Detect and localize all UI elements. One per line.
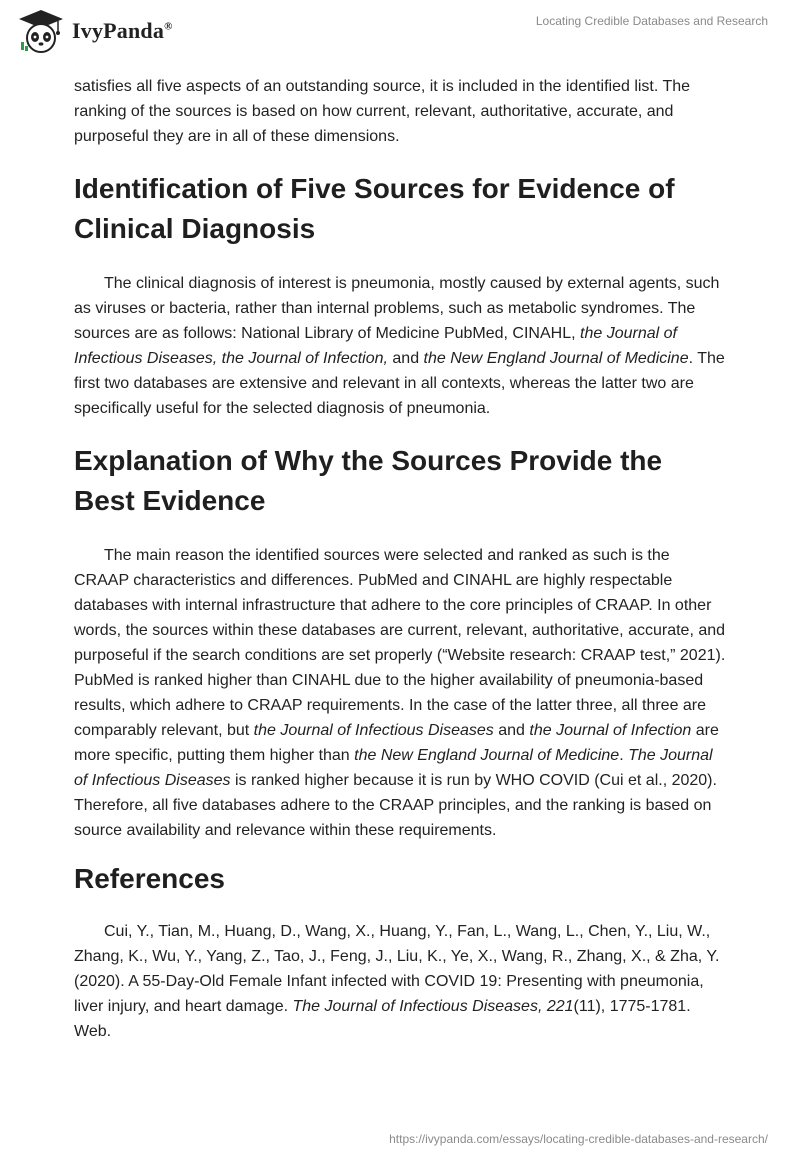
intro-paragraph: satisfies all five aspects of an outstanding source, it is included in the identified list. The ranking of the sources is based on how current, relevant, authoritative, accurate, and purposeful they are in all of these dimensions. <box>74 78 691 145</box>
essay-body <box>74 70 726 1044</box>
sources-paragraph: The clinical diagnosis of interest is pneumonia, mostly caused by external agents, such as viruses or bacteria, rather than internal problems, such as metabolic syndromes. The sources are as follows: National Library of Medicine PubMed, CINAHL, the Journal of Infectious Diseases, the Journal of Infection, and the New England Journal of Medicine. The first two databases are extensive and relevant in all contexts, whereas the latter two are specifically useful for the selected diagnosis of pneumonia. <box>74 275 725 417</box>
heading-references: References <box>74 863 225 894</box>
ivypanda-logo[interactable] <box>16 8 173 54</box>
explanation-paragraph: The main reason the identified sources were selected and ranked as such is the CRAAP characteristics and differences. PubMed and CINAHL are highly respectable databases with internal infrastructure that adhere to the core principles of CRAAP. In other words, the sources within these databases are current, relevant, authoritative, accurate, and purposeful if the search conditions are set properly (“Website research: CRAAP test,” 2021). PubMed is ranked higher than CINAHL due to the higher availability of pneumonia-based results, which adhere to CRAAP requirements. In the case of the latter three, all three are comparably relevant, but the Journal of Infectious Diseases and the Journal of Infection are more specific, putting them higher than the New England Journal of Medicine. The Journal of Infectious Diseases is ranked higher because it is run by WHO COVID (Cui et al., 2020). Therefore, all five databases adhere to the CRAAP principles, and the ranking is based on source availability and relevance within these requirements. <box>74 547 726 839</box>
page-header <box>0 0 800 70</box>
document-title: Locating Credible Databases and Research <box>535 14 768 28</box>
source-url[interactable]: https://ivypanda.com/essays/locating-credible-databases-and-research/ <box>389 1132 768 1146</box>
panda-graduate-icon <box>16 8 66 54</box>
heading-explanation: Explanation of Why the Sources Provide the Best Evidence <box>74 445 663 516</box>
brand-name: IvyPanda® <box>72 18 173 43</box>
reference-entry: Cui, Y., Tian, M., Huang, D., Wang, X., Huang, Y., Fan, L., Wang, L., Chen, Y., Liu, W., Zhang, K., Wu, Y., Yang, Z., Tao, J., Feng, J., Liu, K., Ye, X., Wang, R., Zhang, X., & Zha, Y. (2020). A 55-Day-Old Female Infant infected with COVID 19: Presenting with pneumonia, liver injury, and heart damage. The Journal of Infectious Diseases, 221(11), 1775-1781. Web. <box>74 923 720 1040</box>
heading-five-sources: Identification of Five Sources for Evidence of Clinical Diagnosis <box>74 173 675 244</box>
